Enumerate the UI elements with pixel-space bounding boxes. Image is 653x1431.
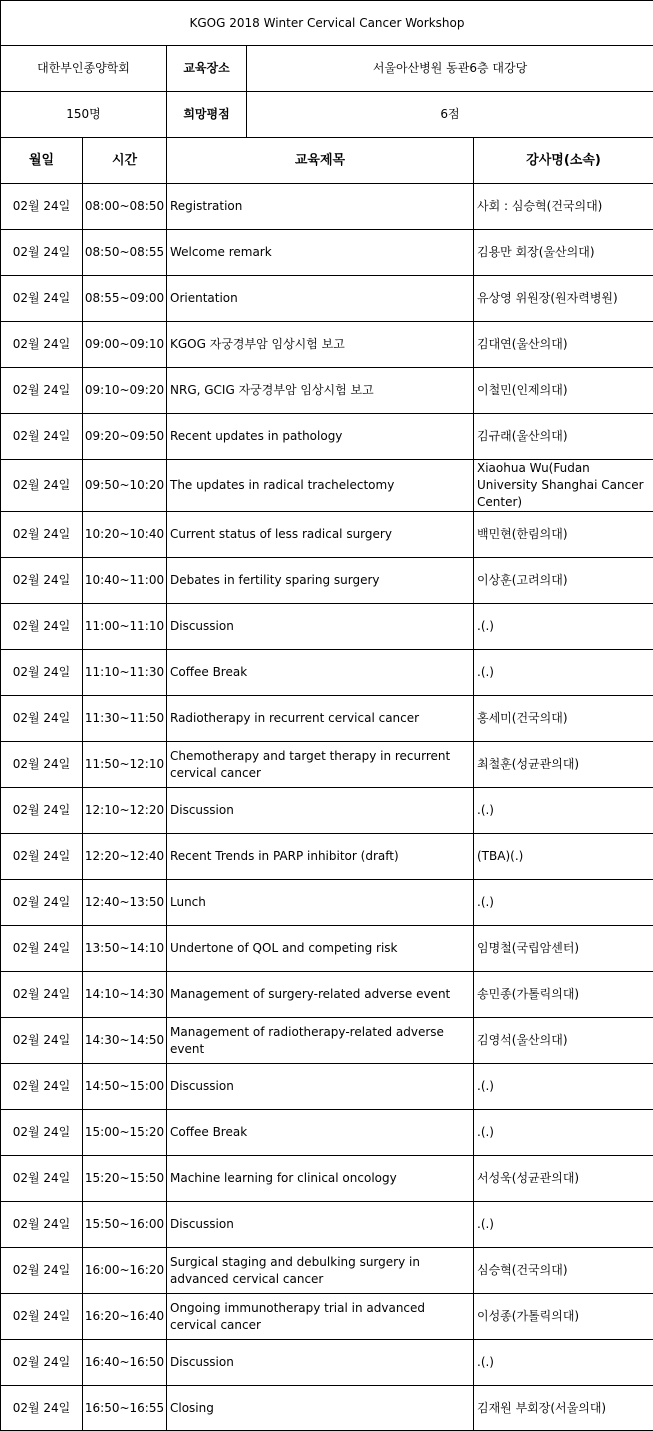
session-date: 02월 24일	[1, 230, 83, 276]
table-row	[1, 1064, 653, 1110]
session-time: 16:00~16:20	[83, 1248, 167, 1294]
session-speaker: Xiaohua Wu(Fudan University Shanghai Cancer Center)	[474, 460, 653, 512]
session-speaker: 유상영 위원장(원자력병원)	[474, 276, 653, 322]
table-row	[1, 1018, 653, 1064]
table-row	[1, 972, 653, 1018]
table-row	[1, 368, 653, 414]
session-subject: KGOG 자궁경부암 임상시험 보고	[167, 322, 474, 368]
session-subject: Coffee Break	[167, 650, 474, 696]
table-row	[1, 1340, 653, 1386]
session-subject: Orientation	[167, 276, 474, 322]
session-date: 02월 24일	[1, 880, 83, 926]
table-row	[1, 696, 653, 742]
session-subject: Ongoing immunotherapy trial in advanced cervical cancer	[167, 1294, 474, 1340]
session-time: 14:30~14:50	[83, 1018, 167, 1064]
session-subject: Discussion	[167, 604, 474, 650]
session-subject: Radiotherapy in recurrent cervical cancer	[167, 696, 474, 742]
table-row	[1, 1156, 653, 1202]
session-subject: Management of surgery-related adverse event	[167, 972, 474, 1018]
session-time: 09:50~10:20	[83, 460, 167, 512]
info-row-venue	[1, 46, 653, 92]
session-subject: Chemotherapy and target therapy in recurrent cervical cancer	[167, 742, 474, 788]
session-speaker: 김영석(울산의대)	[474, 1018, 653, 1064]
session-time: 11:30~11:50	[83, 696, 167, 742]
session-time: 15:00~15:20	[83, 1110, 167, 1156]
session-date: 02월 24일	[1, 276, 83, 322]
table-row	[1, 834, 653, 880]
session-time: 14:50~15:00	[83, 1064, 167, 1110]
session-speaker: 홍세미(건국의대)	[474, 696, 653, 742]
table-row	[1, 650, 653, 696]
session-speaker: 송민종(가톨릭의대)	[474, 972, 653, 1018]
session-subject: Surgical staging and debulking surgery in advanced cervical cancer	[167, 1248, 474, 1294]
session-date: 02월 24일	[1, 1340, 83, 1386]
session-speaker: 백민현(한림의대)	[474, 512, 653, 558]
session-speaker: 김재원 부회장(서울의대)	[474, 1386, 653, 1431]
session-time: 09:10~09:20	[83, 368, 167, 414]
session-date: 02월 24일	[1, 1110, 83, 1156]
session-subject: Debates in fertility sparing surgery	[167, 558, 474, 604]
session-subject: Closing	[167, 1386, 474, 1431]
title-row	[1, 1, 653, 46]
session-time: 16:20~16:40	[83, 1294, 167, 1340]
session-time: 12:40~13:50	[83, 880, 167, 926]
session-subject: Discussion	[167, 788, 474, 834]
session-time: 09:00~09:10	[83, 322, 167, 368]
session-date: 02월 24일	[1, 1202, 83, 1248]
header-date: 월일	[1, 138, 83, 184]
table-row	[1, 230, 653, 276]
session-date: 02월 24일	[1, 1018, 83, 1064]
table-row	[1, 184, 653, 230]
session-date: 02월 24일	[1, 926, 83, 972]
session-date: 02월 24일	[1, 650, 83, 696]
session-date: 02월 24일	[1, 414, 83, 460]
table-row	[1, 512, 653, 558]
table-row	[1, 742, 653, 788]
session-subject: Coffee Break	[167, 1110, 474, 1156]
session-time: 11:00~11:10	[83, 604, 167, 650]
venue-label: 교육장소	[167, 46, 247, 92]
session-date: 02월 24일	[1, 184, 83, 230]
session-subject: Recent updates in pathology	[167, 414, 474, 460]
session-speaker: 이철민(인제의대)	[474, 368, 653, 414]
session-speaker: 김규래(울산의대)	[474, 414, 653, 460]
session-date: 02월 24일	[1, 460, 83, 512]
session-subject: Discussion	[167, 1064, 474, 1110]
session-date: 02월 24일	[1, 368, 83, 414]
organizer: 대한부인종양학회	[1, 46, 167, 92]
session-subject: Discussion	[167, 1340, 474, 1386]
session-time: 12:10~12:20	[83, 788, 167, 834]
session-date: 02월 24일	[1, 742, 83, 788]
session-date: 02월 24일	[1, 1294, 83, 1340]
session-date: 02월 24일	[1, 604, 83, 650]
workshop-title: KGOG 2018 Winter Cervical Cancer Workshop	[1, 1, 653, 46]
session-subject: The updates in radical trachelectomy	[167, 460, 474, 512]
session-subject: Machine learning for clinical oncology	[167, 1156, 474, 1202]
session-time: 12:20~12:40	[83, 834, 167, 880]
table-row	[1, 414, 653, 460]
session-time: 13:50~14:10	[83, 926, 167, 972]
credit-value: 6점	[247, 92, 653, 138]
session-speaker: 김대연(울산의대)	[474, 322, 653, 368]
table-row	[1, 1110, 653, 1156]
schedule-body	[1, 1, 653, 1431]
session-speaker: .(.)	[474, 788, 653, 834]
info-row-capacity	[1, 92, 653, 138]
session-time: 08:00~08:50	[83, 184, 167, 230]
session-time: 16:40~16:50	[83, 1340, 167, 1386]
session-date: 02월 24일	[1, 1064, 83, 1110]
session-speaker: .(.)	[474, 650, 653, 696]
session-speaker: 이상훈(고려의대)	[474, 558, 653, 604]
capacity: 150명	[1, 92, 167, 138]
credit-label: 희망평점	[167, 92, 247, 138]
session-date: 02월 24일	[1, 558, 83, 604]
session-subject: Undertone of QOL and competing risk	[167, 926, 474, 972]
session-date: 02월 24일	[1, 972, 83, 1018]
session-subject: Recent Trends in PARP inhibitor (draft)	[167, 834, 474, 880]
session-speaker: 임명철(국립암센터)	[474, 926, 653, 972]
session-subject: Discussion	[167, 1202, 474, 1248]
table-row	[1, 926, 653, 972]
session-speaker: .(.)	[474, 1202, 653, 1248]
session-time: 08:55~09:00	[83, 276, 167, 322]
table-row	[1, 460, 653, 512]
table-row	[1, 1202, 653, 1248]
session-speaker: .(.)	[474, 880, 653, 926]
session-time: 15:50~16:00	[83, 1202, 167, 1248]
venue-value: 서울아산병원 동관6층 대강당	[247, 46, 653, 92]
session-time: 08:50~08:55	[83, 230, 167, 276]
session-date: 02월 24일	[1, 834, 83, 880]
session-time: 11:50~12:10	[83, 742, 167, 788]
table-row	[1, 788, 653, 834]
session-time: 15:20~15:50	[83, 1156, 167, 1202]
session-date: 02월 24일	[1, 1386, 83, 1431]
session-time: 11:10~11:30	[83, 650, 167, 696]
session-speaker: .(.)	[474, 1110, 653, 1156]
session-speaker: 최철훈(성균관의대)	[474, 742, 653, 788]
session-speaker: .(.)	[474, 1340, 653, 1386]
session-speaker: 사회 : 심승혁(건국의대)	[474, 184, 653, 230]
session-subject: Registration	[167, 184, 474, 230]
session-time: 09:20~09:50	[83, 414, 167, 460]
session-time: 10:40~11:00	[83, 558, 167, 604]
session-speaker: 이성종(가톨릭의대)	[474, 1294, 653, 1340]
header-speaker: 강사명(소속)	[474, 138, 653, 184]
session-speaker: 서성욱(성균관의대)	[474, 1156, 653, 1202]
table-row	[1, 1386, 653, 1431]
table-row	[1, 558, 653, 604]
session-date: 02월 24일	[1, 512, 83, 558]
table-row	[1, 1248, 653, 1294]
session-date: 02월 24일	[1, 1156, 83, 1202]
session-speaker: 심승혁(건국의대)	[474, 1248, 653, 1294]
session-speaker: 김용만 회장(울산의대)	[474, 230, 653, 276]
session-date: 02월 24일	[1, 1248, 83, 1294]
session-time: 14:10~14:30	[83, 972, 167, 1018]
session-speaker: (TBA)(.)	[474, 834, 653, 880]
session-subject: Lunch	[167, 880, 474, 926]
header-subject: 교육제목	[167, 138, 474, 184]
session-speaker: .(.)	[474, 1064, 653, 1110]
session-subject: NRG, GCIG 자궁경부암 임상시험 보고	[167, 368, 474, 414]
header-time: 시간	[83, 138, 167, 184]
table-row	[1, 604, 653, 650]
table-row	[1, 880, 653, 926]
session-subject: Current status of less radical surgery	[167, 512, 474, 558]
session-date: 02월 24일	[1, 788, 83, 834]
session-time: 16:50~16:55	[83, 1386, 167, 1431]
session-date: 02월 24일	[1, 696, 83, 742]
session-speaker: .(.)	[474, 604, 653, 650]
session-subject: Welcome remark	[167, 230, 474, 276]
table-row	[1, 276, 653, 322]
session-subject: Management of radiotherapy-related adverse event	[167, 1018, 474, 1064]
table-row	[1, 1294, 653, 1340]
session-date: 02월 24일	[1, 322, 83, 368]
header-row	[1, 138, 653, 184]
session-time: 10:20~10:40	[83, 512, 167, 558]
table-row	[1, 322, 653, 368]
